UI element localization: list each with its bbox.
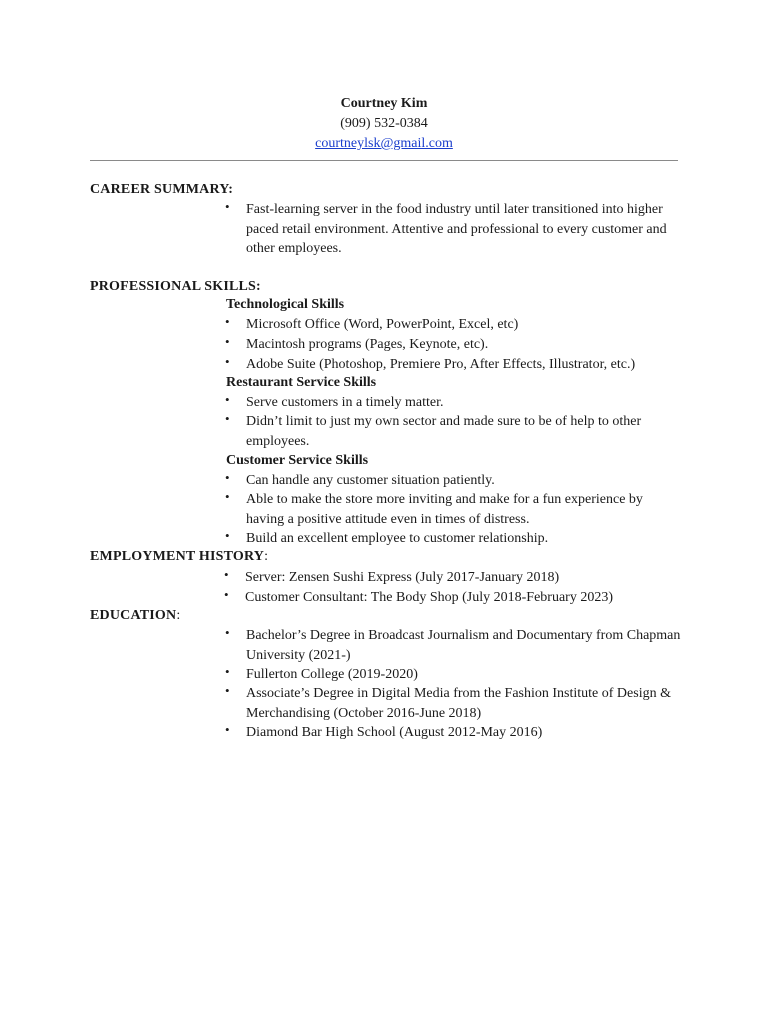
education-heading — [90, 606, 180, 626]
heading-colon: : — [264, 549, 269, 564]
career-summary-text: Fast-learning server in the food industry until later transitioned into higher paced retail environment. Attentive and professional to every customer and other employees. — [246, 202, 667, 256]
bullet-icon: • — [225, 354, 230, 369]
skill-text: Macintosh programs (Pages, Keynote, etc). — [246, 337, 489, 352]
skill-text: Can handle any customer situation patiently. — [246, 473, 495, 488]
education-text: Fullerton College (2019-2020) — [246, 667, 418, 682]
bullet-icon: • — [225, 199, 230, 214]
contact-header — [0, 94, 768, 154]
header-divider — [90, 160, 678, 161]
skill-text: Microsoft Office (Word, PowerPoint, Excel, etc) — [246, 317, 519, 332]
job-text: Customer Consultant: The Body Shop (July 2018-February 2023) — [245, 590, 613, 605]
bullet-icon: • — [225, 334, 230, 349]
professional-skills-heading: PROFESSIONAL SKILLS: — [90, 279, 261, 294]
job-text: Server: Zensen Sushi Express (July 2017-January 2018) — [245, 570, 560, 585]
skill-text: Adobe Suite (Photoshop, Premiere Pro, After Effects, Illustrator, etc.) — [246, 357, 636, 372]
education-text: Associate’s Degree in Digital Media from the Fashion Institute of Design & Merchandising (October 2016-June 2018) — [246, 686, 671, 721]
list-item — [225, 722, 682, 743]
email-link[interactable]: courtneylsk@gmail.com — [315, 136, 453, 151]
skill-text: Able to make the store more inviting and make for a fun experience by having a positive attitude even in times of distress. — [246, 492, 643, 527]
bullet-icon: • — [225, 392, 230, 407]
skill-text: Build an excellent employee to customer relationship. — [246, 531, 549, 546]
bullet-icon: • — [225, 489, 230, 504]
education-text: Bachelor’s Degree in Broadcast Journalism and Documentary from Chapman University (2021-) — [246, 628, 681, 663]
education-text: Diamond Bar High School (August 2012-May 2016) — [246, 725, 543, 740]
list-item — [225, 683, 682, 723]
list-item — [225, 392, 682, 413]
list-item — [224, 587, 681, 608]
employment-history-title: EMPLOYMENT HISTORY — [90, 549, 265, 564]
employment-history-heading — [90, 547, 268, 567]
phone-number: (909) 532-0384 — [340, 116, 428, 131]
list-item — [225, 334, 682, 355]
list-item — [224, 567, 681, 588]
list-item — [225, 470, 682, 491]
list-item — [225, 664, 682, 685]
candidate-name: Courtney Kim — [340, 96, 428, 111]
technological-skills-heading: Technological Skills — [226, 297, 345, 312]
bullet-icon: • — [225, 314, 230, 329]
bullet-icon: • — [225, 470, 230, 485]
education-title: EDUCATION — [90, 608, 177, 623]
list-item — [225, 199, 682, 259]
list-item — [225, 411, 682, 451]
skill-text: Didn’t limit to just my own sector and made sure to be of help to other employees. — [246, 414, 642, 449]
bullet-icon: • — [225, 625, 230, 640]
bullet-icon: • — [224, 567, 229, 582]
bullet-icon: • — [225, 528, 230, 543]
list-item — [225, 489, 682, 529]
bullet-icon: • — [225, 411, 230, 426]
list-item — [225, 354, 682, 375]
list-item — [225, 314, 682, 335]
list-item — [225, 528, 682, 549]
bullet-icon: • — [225, 683, 230, 698]
customer-service-skills-heading: Customer Service Skills — [226, 453, 369, 468]
bullet-icon: • — [225, 664, 230, 679]
skill-text: Serve customers in a timely matter. — [246, 395, 444, 410]
restaurant-skills-heading: Restaurant Service Skills — [226, 375, 377, 390]
career-summary-heading: CAREER SUMMARY: — [90, 182, 234, 197]
heading-colon: : — [176, 608, 181, 623]
bullet-icon: • — [225, 722, 230, 737]
list-item — [225, 625, 682, 665]
bullet-icon: • — [224, 587, 229, 602]
